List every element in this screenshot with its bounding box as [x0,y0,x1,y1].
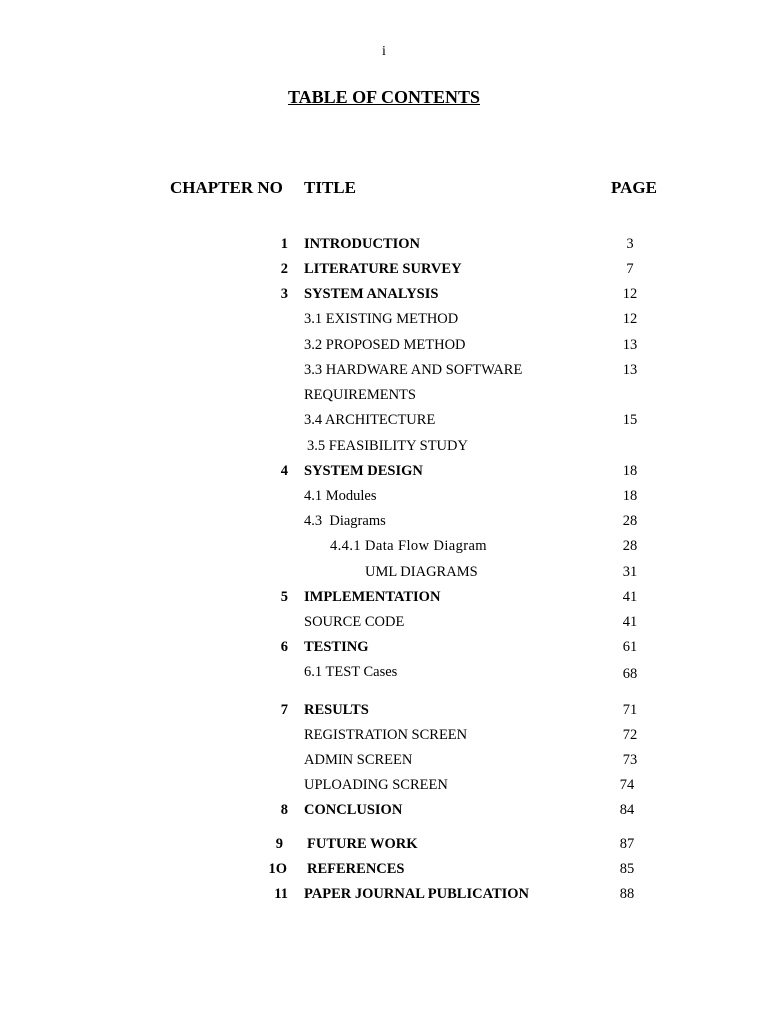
toc-entry-requirements [0,387,768,409]
entry-page: 61 [622,639,638,655]
column-header-chapter: CHAPTER NO [170,178,283,197]
entry-page: 31 [622,564,638,580]
toc-entry-data-flow-diagram [0,538,768,560]
chapter-number: 9 [275,836,283,852]
chapter-number: 11 [274,886,288,902]
toc-entry-registration-screen [0,727,768,749]
toc-entry-testing [0,639,768,661]
toc-entry-system-design [0,463,768,485]
entry-page: 18 [622,463,638,479]
chapter-number: 2 [280,261,288,277]
toc-entry-existing-method [0,311,768,333]
entry-page: 12 [622,311,638,327]
toc-entry-results [0,702,768,724]
entry-title: 6.1 TEST Cases [304,664,398,680]
entry-title: IMPLEMENTATION [304,589,441,605]
entry-title: PAPER JOURNAL PUBLICATION [304,886,530,902]
toc-entry-admin-screen [0,752,768,774]
toc-entry-future-work [0,836,768,858]
entry-page: 41 [622,589,638,605]
toc-entry-source-code [0,614,768,636]
entry-title: 3.4 ARCHITECTURE [304,412,436,428]
toc-entry-conclusion [0,802,768,824]
toc-entry-paper-journal-publication [0,886,768,908]
entry-title: UPLOADING SCREEN [304,777,448,793]
entry-page: 72 [622,727,638,743]
entry-page: 13 [622,362,638,378]
entry-title: 3.2 PROPOSED METHOD [304,337,466,353]
entry-title: ADMIN SCREEN [304,752,413,768]
entry-title: CONCLUSION [304,802,403,818]
toc-entry-uploading-screen [0,777,768,799]
entry-title: 4.4.1 Data Flow Diagram [330,538,487,554]
toc-entry-architecture [0,412,768,434]
column-header-page: PAGE [611,178,657,197]
entry-page: 68 [622,666,638,682]
entry-page: 88 [619,886,635,902]
entry-title: 3.3 HARDWARE AND SOFTWARE [304,362,523,378]
entry-title: SYSTEM DESIGN [304,463,423,479]
toc-entry-test-cases [0,664,768,686]
page-number: i [382,44,386,59]
toc-entry-uml-diagrams [0,564,768,586]
entry-title: TESTING [304,639,369,655]
entry-page: 12 [622,286,638,302]
entry-page: 73 [622,752,638,768]
entry-title: REQUIREMENTS [304,387,416,403]
toc-entry-literature-survey [0,261,768,283]
toc-entry-introduction [0,236,768,258]
entry-title: REGISTRATION SCREEN [304,727,468,743]
entry-page: 3 [626,236,634,252]
chapter-number: 8 [280,802,288,818]
chapter-number: 7 [280,702,288,718]
entry-title: LITERATURE SURVEY [304,261,462,277]
entry-page: 84 [619,802,635,818]
entry-title: SYSTEM ANALYSIS [304,286,439,302]
chapter-number: 1O [268,861,287,877]
entry-page: 18 [622,488,638,504]
entry-page: 15 [622,412,638,428]
chapter-number: 3 [280,286,288,302]
page-title [0,87,768,108]
entry-title: 3.1 EXISTING METHOD [304,311,459,327]
entry-title: RESULTS [304,702,369,718]
toc-entry-diagrams [0,513,768,535]
chapter-number: 1 [280,236,288,252]
toc-entry-feasibility-study [0,438,768,460]
entry-title: 4.1 Modules [304,488,377,504]
entry-title: 4.3 Diagrams [304,513,386,529]
entry-title: UML DIAGRAMS [365,564,478,580]
column-header-title: TITLE [304,178,356,197]
toc-entry-modules [0,488,768,510]
entry-page: 71 [622,702,638,718]
entry-title: REFERENCES [307,861,405,877]
chapter-number: 6 [280,639,288,655]
entry-page: 13 [622,337,638,353]
toc-entry-references [0,861,768,883]
chapter-number: 4 [280,463,288,479]
entry-title: INTRODUCTION [304,236,421,252]
entry-title: 3.5 FEASIBILITY STUDY [307,438,468,454]
entry-title: FUTURE WORK [307,836,418,852]
entry-page: 28 [622,513,638,529]
entry-title: SOURCE CODE [304,614,405,630]
toc-entry-implementation [0,589,768,611]
page-title-text: TABLE OF CONTENTS [287,87,481,107]
entry-page: 41 [622,614,638,630]
entry-page: 85 [619,861,635,877]
entry-page: 74 [619,777,635,793]
chapter-number: 5 [280,589,288,605]
entry-page: 7 [626,261,634,277]
entry-page: 87 [619,836,635,852]
entry-page: 28 [622,538,638,554]
toc-entry-system-analysis [0,286,768,308]
toc-entry-hardware-software [0,362,768,384]
toc-entry-proposed-method [0,337,768,359]
